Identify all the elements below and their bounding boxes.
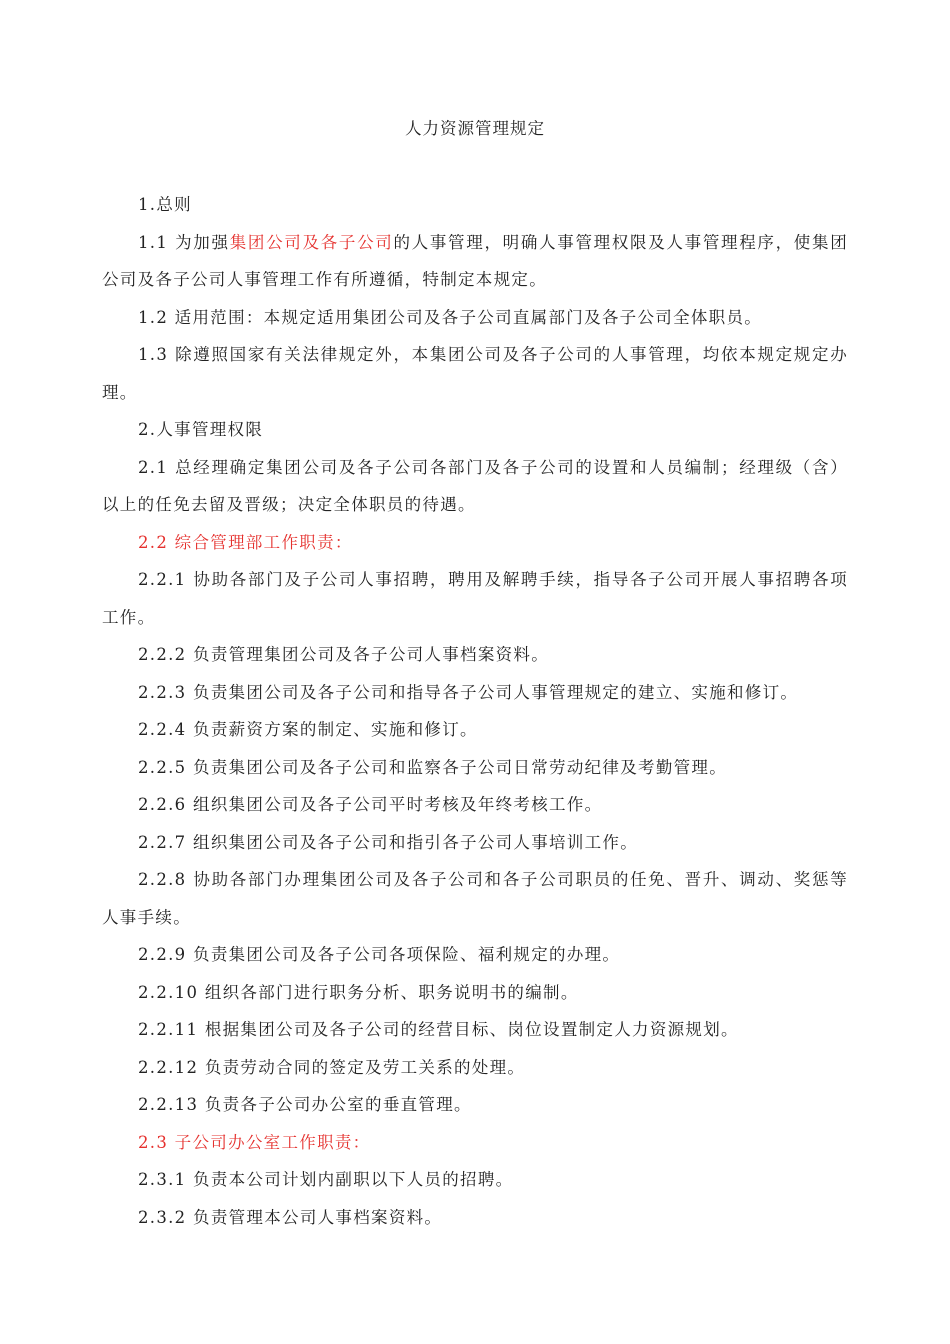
paragraph-2-2-3: 2.2.3 负责集团公司及各子公司和指导各子公司人事管理规定的建立、实施和修订。 (138, 682, 799, 702)
paragraph-2-3-2: 2.3.2 负责管理本公司人事档案资料。 (138, 1207, 443, 1227)
paragraph-2-2-4: 2.2.4 负责薪资方案的制定、实施和修订。 (138, 720, 478, 739)
paragraph-2-2-11: 2.2.11 根据集团公司及各子公司的经营目标、岗位设置制定人力资源规划。 (138, 1020, 739, 1039)
highlighted-text: 2 综合管理部工作职责： (156, 532, 353, 552)
paragraph-2-2-5: 2.2.5 负责集团公司及各子公司和监察各子公司日常劳动纪律及考勤管理。 (138, 757, 728, 777)
paragraph-2-2-2: 2.2.2 负责管理集团公司及各子公司人事档案资料。 (138, 645, 550, 664)
paragraph-2-2-6: 2.2.6 组织集团公司及各子公司平时考核及年终考核工作。 (138, 795, 603, 814)
paragraph-2-2-7: 2.2.7 组织集团公司及各子公司和指引各子公司人事培训工作。 (138, 832, 639, 852)
paragraph-2-2-1: 2.2.1 协助各部门及子公司人事招聘，聘用及解聘手续，指导各子公司开展人事招聘各项工作。 (102, 570, 848, 627)
paragraph-1-1: 1.1 为加强集团公司及各子公司的人事管理，明确人事管理权限及人事管理程序，使集团公司及各子公司人事管理工作有所遵循，特制定本规定。 (102, 232, 849, 289)
paragraph-2-2-9: 2.2.9 负责集团公司及各子公司各项保险、福利规定的办理。 (138, 945, 621, 964)
paragraph-1-2: 1.2 适用范围：本规定适用集团公司及各子公司直属部门及各子公司全体职员。 (138, 307, 763, 327)
paragraph-2-1: 2.1 总经理确定集团公司及各子公司各部门及各子公司的设置和人员编制；经理级（含）以上的任免去留及晋级；决定全体职员的待遇。 (102, 457, 848, 514)
paragraph-2-2-8: 2.2.8 协助各部门办理集团公司及各子公司和各子公司职员的任免、晋升、调动、奖惩等人事手续。 (102, 870, 848, 927)
section-heading-1: 1.总则 (138, 195, 192, 214)
paragraph-2-2-12: 2.2.12 负责劳动合同的签定及劳工关系的处理。 (138, 1057, 526, 1077)
paragraph-1-3: 1.3 除遵照国家有关法律规定外，本集团公司及各子公司的人事管理，均依本规定规定办理。 (102, 345, 848, 402)
highlighted-text: 集团公司及各子公司 (229, 232, 394, 252)
paragraph-2-2-10: 2.2.10 组织各部门进行职务分析、职务说明书的编制。 (138, 982, 579, 1002)
paragraph-2-2-13: 2.2.13 负责各子公司办公室的垂直管理。 (138, 1095, 472, 1114)
paragraph-2-3-heading (102, 1124, 848, 1162)
document-body (102, 186, 848, 1236)
section-heading-2: 2.人事管理权限 (138, 420, 264, 439)
document-title: 人力资源管理规定 (405, 119, 545, 138)
paragraph-2-2-heading: 2.2 综合管理部工作职责： (138, 532, 353, 552)
paragraph-2-3-1: 2.3.1 负责本公司计划内副职以下人员的招聘。 (138, 1170, 514, 1189)
highlighted-text: 2.3 子公司办公室工作职责： (138, 1132, 371, 1152)
